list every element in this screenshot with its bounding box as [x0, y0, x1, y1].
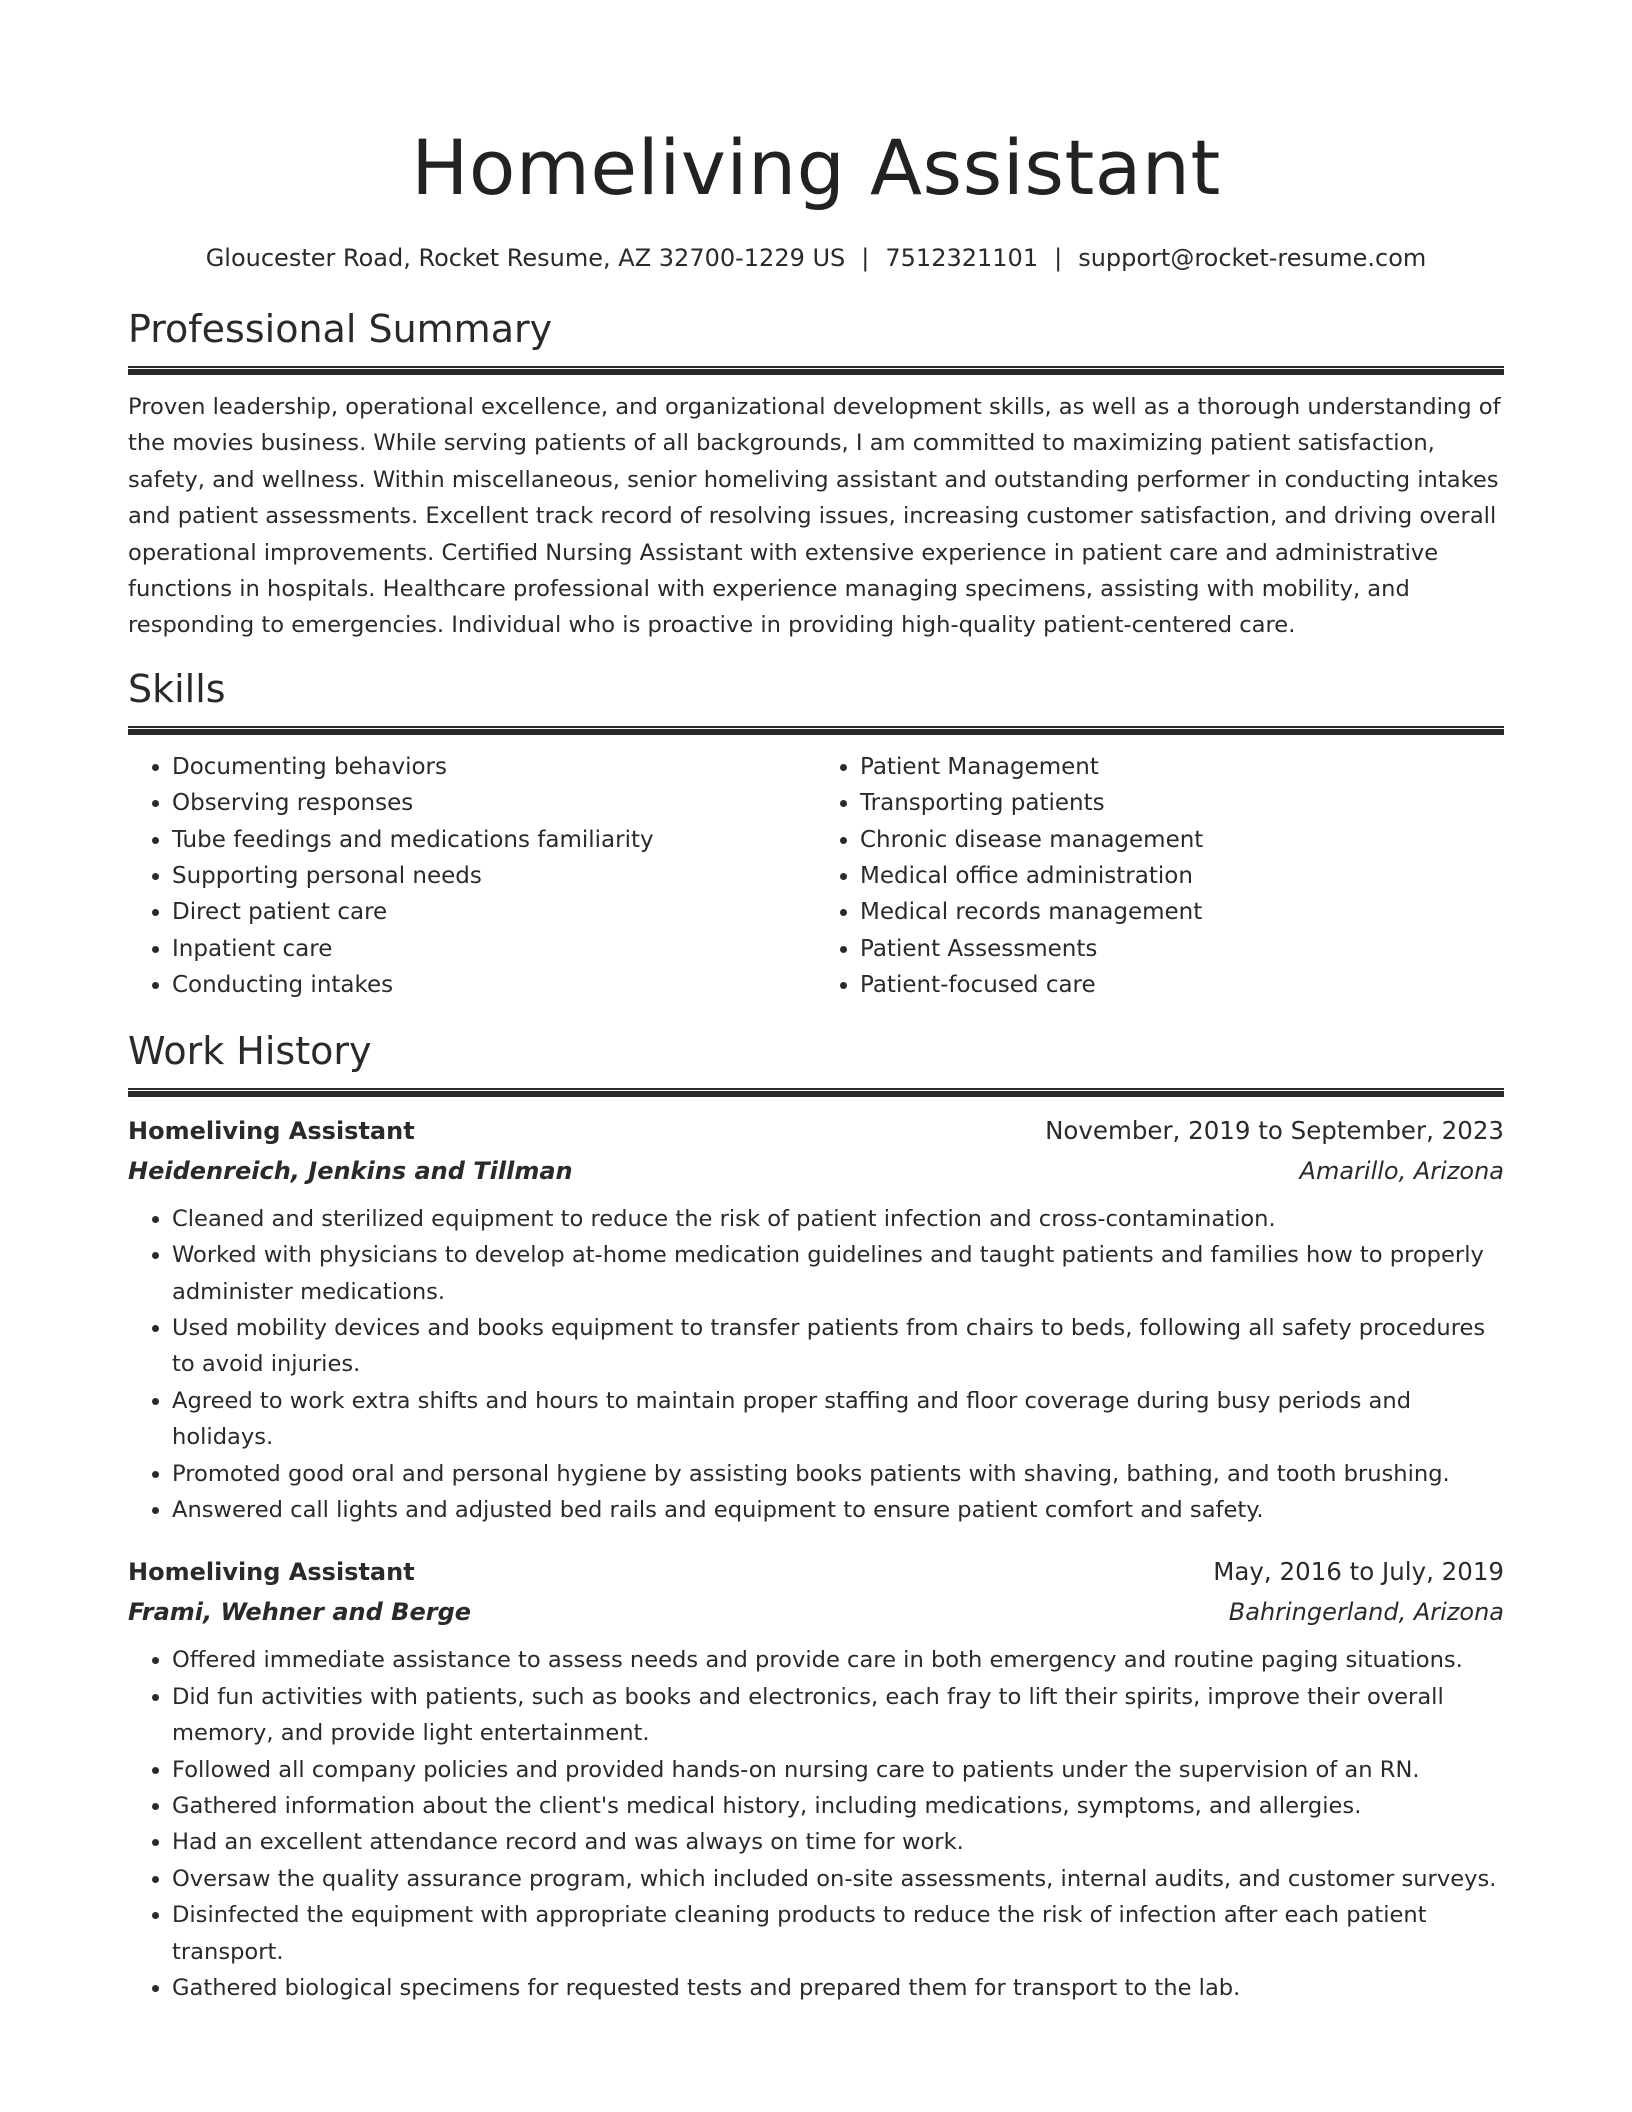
- job-bullet: • Gathered information about the client's medical history, including medications, symptoms, and allergies.: [172, 1788, 1504, 1824]
- job-subheader: [128, 1592, 1504, 1632]
- job-bullet: • Cleaned and sterilized equipment to reduce the risk of patient infection and cross-contamination.: [172, 1201, 1504, 1237]
- job-location: Bahringerland, Arizona: [1228, 1598, 1504, 1627]
- job-subheader: [128, 1151, 1504, 1191]
- skill-item: • Inpatient care: [172, 931, 816, 967]
- skill-item: • Chronic disease management: [860, 822, 1504, 858]
- job-dates: November, 2019 to September, 2023: [1045, 1115, 1504, 1145]
- job-bullet: • Disinfected the equipment with appropriate cleaning products to reduce the risk of infection after each patient transport.: [172, 1897, 1504, 1970]
- skills-columns: [128, 749, 1504, 1004]
- job-bullet: • Had an excellent attendance record and was always on time for work.: [172, 1824, 1504, 1860]
- job-bullet: • Used mobility devices and books equipment to transfer patients from chairs to beds, following all safety procedures to avoid injuries.: [172, 1310, 1504, 1383]
- skill-item: • Patient Assessments: [860, 931, 1504, 967]
- job-bullets: [128, 1201, 1504, 1529]
- job-entry: [128, 1111, 1504, 1529]
- resume-name: Homeliving Assistant: [411, 123, 1221, 212]
- contact-email[interactable]: support@rocket-resume.com: [1078, 244, 1427, 272]
- job-header: [128, 1552, 1504, 1592]
- skill-item: • Patient Management: [860, 749, 1504, 785]
- skill-item: • Documenting behaviors: [172, 749, 816, 785]
- section-divider: [128, 366, 1504, 375]
- job-bullets: [128, 1642, 1504, 2006]
- skill-item: • Transporting patients: [860, 785, 1504, 821]
- contact-separator: |: [861, 244, 870, 272]
- section-divider: [128, 1088, 1504, 1097]
- section-title-work: Work History: [128, 1028, 372, 1073]
- job-bullet: • Gathered biological specimens for requested tests and prepared them for transport to the lab.: [172, 1970, 1504, 2006]
- job-bullet: • Answered call lights and adjusted bed rails and equipment to ensure patient comfort and safety.: [172, 1492, 1504, 1528]
- job-title: Homeliving Assistant: [128, 1558, 415, 1587]
- job-company: Heidenreich, Jenkins and Tillman: [128, 1156, 573, 1185]
- job-company: Frami, Wehner and Berge: [128, 1598, 472, 1627]
- work-section: [128, 1026, 1504, 2007]
- contact-phone: 7512321101: [885, 244, 1039, 272]
- job-bullet: • Agreed to work extra shifts and hours to maintain proper staffing and floor coverage during busy periods and holidays.: [172, 1383, 1504, 1456]
- skill-item: • Supporting personal needs: [172, 858, 816, 894]
- job-bullet: • Oversaw the quality assurance program, which included on-site assessments, internal audits, and customer surveys.: [172, 1861, 1504, 1897]
- section-title-skills: Skills: [128, 666, 226, 711]
- job-location: Amarillo, Arizona: [1299, 1156, 1504, 1185]
- contact-address: Gloucester Road, Rocket Resume, AZ 32700-1229 US: [205, 244, 846, 272]
- skill-item: • Medical records management: [860, 894, 1504, 930]
- job-title: Homeliving Assistant: [128, 1116, 415, 1145]
- job-bullet: • Promoted good oral and personal hygiene by assisting books patients with shaving, bathing, and tooth brushing.: [172, 1456, 1504, 1492]
- contact-line: [128, 242, 1504, 274]
- skill-item: • Conducting intakes: [172, 967, 816, 1003]
- skills-list-right: [816, 749, 1504, 1004]
- skill-item: • Tube feedings and medications familiarity: [172, 822, 816, 858]
- job-bullet: • Did fun activities with patients, such as books and electronics, each fray to lift their spirits, improve their overall memory, and provide light entertainment.: [172, 1679, 1504, 1752]
- contact-separator: |: [1054, 244, 1063, 272]
- skill-item: • Observing responses: [172, 785, 816, 821]
- skill-item: • Direct patient care: [172, 894, 816, 930]
- summary-text: Proven leadership, operational excellence, and organizational development skills, as well as a thorough understanding of the movies business. While serving patients of all backgrounds, I am committed to maximizing patient satisfaction, safety, and wellness. Within miscellaneous, senior homeliving assistant and outstanding performer in conducting intakes and patient assessments. Excellent track record of resolving issues, increasing customer satisfaction, and driving overall operational improvements. Certified Nursing Assistant with extensive experience in patient care and administrative functions in hospitals. Healthcare professional with experience managing specimens, assisting with mobility, and responding to emergencies. Individual who is proactive in providing high-quality patient-centered care.: [128, 394, 1501, 639]
- skill-item: • Patient-focused care: [860, 967, 1504, 1003]
- summary-section: [128, 304, 1504, 644]
- job-dates: May, 2016 to July, 2019: [1213, 1557, 1504, 1587]
- skill-item: • Medical office administration: [860, 858, 1504, 894]
- job-bullet: • Offered immediate assistance to assess needs and provide care in both emergency and routine paging situations.: [172, 1642, 1504, 1678]
- job-bullet: • Followed all company policies and provided hands-on nursing care to patients under the supervision of an RN.: [172, 1752, 1504, 1788]
- section-divider: [128, 726, 1504, 735]
- skills-section: [128, 664, 1504, 1004]
- job-bullet: • Worked with physicians to develop at-home medication guidelines and taught patients and families how to properly administer medications.: [172, 1237, 1504, 1310]
- skills-list-left: [128, 749, 816, 1004]
- resume-page: [128, 118, 1504, 2006]
- job-entry: [128, 1552, 1504, 2006]
- job-header: [128, 1111, 1504, 1151]
- section-title-summary: Professional Summary: [128, 307, 553, 351]
